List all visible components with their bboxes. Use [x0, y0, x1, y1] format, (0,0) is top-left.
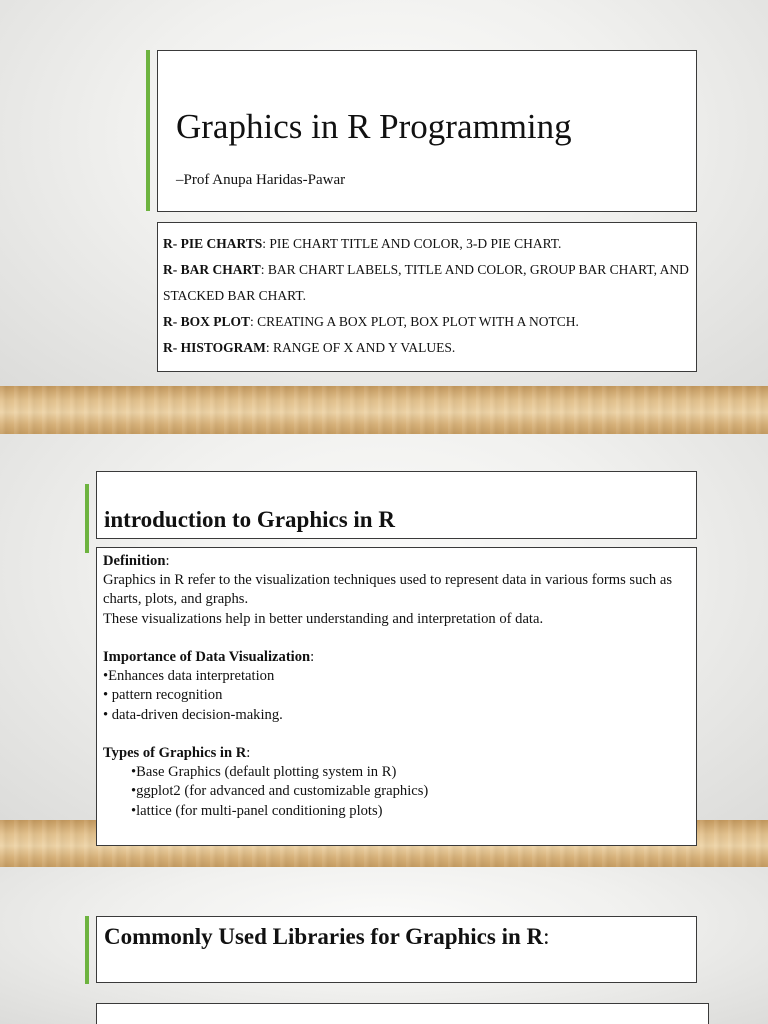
types-item: •lattice (for multi-panel conditioning plots) — [131, 802, 383, 819]
slide-3 — [0, 867, 768, 1024]
importance-heading: Importance of Data Visualization — [103, 649, 311, 665]
wood-divider — [0, 386, 768, 434]
slide-2-accent-bar — [85, 484, 89, 553]
intro-content-box — [96, 547, 697, 820]
libraries-title-colon: : — [543, 924, 550, 949]
importance-item: •Enhances data interpretation — [103, 668, 275, 685]
importance-colon: : — [310, 649, 315, 665]
slide-1 — [0, 0, 768, 386]
topic-text: : RANGE OF X AND Y VALUES. — [265, 340, 456, 355]
title-box — [157, 50, 697, 212]
section-title: introduction to Graphics in R — [104, 507, 395, 532]
definition-text: Graphics in R refer to the visualization techniques used to represent data in various forms such as charts, plots, and graphs. — [103, 572, 672, 608]
topic-text: : PIE CHART TITLE AND COLOR, 3-D PIE CHART. — [262, 236, 562, 251]
importance-item: • pattern recognition — [103, 687, 223, 704]
slide-1-accent-bar — [146, 50, 150, 211]
definition-heading: Definition — [103, 553, 166, 569]
intro-content-box-overlap — [96, 820, 697, 846]
types-item: •ggplot2 (for advanced and customizable graphics) — [131, 783, 429, 800]
definition-heading-line — [103, 552, 686, 571]
topics-box — [157, 222, 697, 372]
intro-title-box — [96, 471, 697, 539]
topic-item — [163, 231, 690, 257]
slide-2 — [0, 434, 768, 820]
topics-list — [163, 231, 690, 361]
topic-label: R- BAR CHART — [163, 262, 261, 277]
topic-text: : CREATING A BOX PLOT, BOX PLOT WITH A NOTCH. — [250, 314, 579, 329]
types-colon: : — [246, 745, 251, 761]
intro-content — [103, 552, 686, 820]
section-title — [104, 923, 550, 951]
topic-text: : BAR CHART LABELS, TITLE AND COLOR, GROUP BAR CHART, AND STACKED BAR CHART. — [163, 262, 689, 303]
libraries-title-box — [96, 916, 697, 983]
page-title: Graphics in R Programming — [176, 107, 572, 146]
types-heading: Types of Graphics in R — [103, 745, 247, 761]
importance-item: • data-driven decision-making. — [103, 706, 283, 723]
slide-3-accent-bar — [85, 916, 89, 984]
topic-item — [163, 309, 690, 335]
topic-label: R- HISTOGRAM — [163, 340, 266, 355]
topic-label: R- BOX PLOT — [163, 314, 251, 329]
libraries-title: Commonly Used Libraries for Graphics in R — [104, 924, 544, 949]
libraries-content-box — [96, 1003, 709, 1024]
types-item: •Base Graphics (default plotting system in R) — [131, 764, 397, 781]
types-heading-line — [103, 744, 686, 763]
importance-heading-line — [103, 648, 686, 667]
topic-item — [163, 335, 690, 361]
topic-item — [163, 257, 690, 309]
definition-text: These visualizations help in better understanding and interpretation of data. — [103, 610, 544, 627]
definition-colon: : — [165, 553, 170, 569]
author-line: –Prof Anupa Haridas-Pawar — [176, 172, 346, 188]
topic-label: R- PIE CHARTS — [163, 236, 263, 251]
